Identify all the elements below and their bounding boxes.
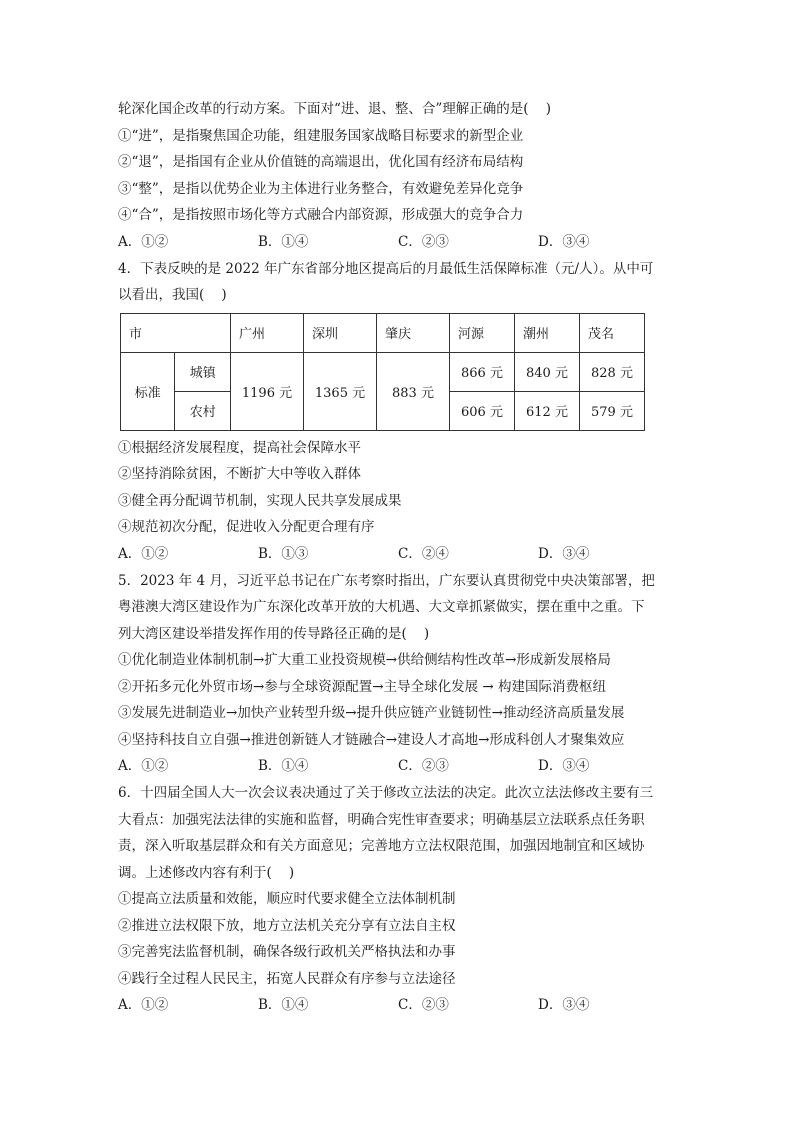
header-city-shenzhen: 深圳 bbox=[304, 313, 377, 352]
exam-page bbox=[118, 96, 678, 1019]
header-city-heyuan: 河源 bbox=[450, 313, 515, 352]
cell-chaozhou-rural: 612 元 bbox=[515, 391, 580, 430]
q4-option-a[interactable]: A．①② bbox=[118, 545, 169, 562]
q4-option-c[interactable]: C．②④ bbox=[398, 545, 449, 562]
sub-label-urban: 城镇 bbox=[175, 352, 231, 391]
q5-stem-line-2: 粤港澳大湾区建设作为广东深化改革开放的大机遇、大文章抓紧做实，摆在重中之重。下 bbox=[118, 599, 645, 615]
cell-shenzhen: 1365 元 bbox=[304, 352, 377, 430]
q4-stem-line-2: 以看出，我国( ) bbox=[118, 287, 227, 303]
q5-option-c[interactable]: C．②③ bbox=[398, 758, 449, 774]
q5-option-a[interactable]: A．①② bbox=[118, 758, 169, 774]
q5-item-1: ①优化制造业体制机制→扩大重工业投资规模→供给侧结构性改革→形成新发展格局 bbox=[118, 652, 611, 668]
q6-options bbox=[118, 992, 678, 1019]
cell-maoming-rural: 579 元 bbox=[580, 391, 645, 430]
q3-item-3: ③“整”，是指以优势企业为主体进行业务整合，有效避免差异化竞争 bbox=[118, 180, 524, 197]
q3-item-1: ①“进”，是指聚焦国企功能，组建服务国家战略目标要求的新型企业 bbox=[118, 127, 524, 144]
q3-option-a[interactable]: A．①② bbox=[118, 233, 169, 250]
q6-stem-line-1: 6．十四届全国人大一次会议表决通过了关于修改立法法的决定。此次立法法修改主要有三 bbox=[118, 785, 654, 801]
sub-label-rural: 农村 bbox=[175, 391, 231, 430]
q5-stem-line-1: 5．2023 年 4 月，习近平总书记在广东考察时指出，广东要认真贯彻党中央决策部署，把 bbox=[118, 572, 655, 589]
cell-maoming-urban: 828 元 bbox=[580, 352, 645, 391]
q6-option-d[interactable]: D．③④ bbox=[538, 997, 590, 1013]
q6-item-1: ①提高立法质量和效能，顺应时代要求健全立法体制机制 bbox=[118, 891, 456, 907]
q4-stem-line-1: 4．下表反映的是 2022 年广东省部分地区提高后的月最低生活保障标准（元/人）。从中可 bbox=[118, 260, 654, 277]
q3-option-d[interactable]: D．③④ bbox=[538, 233, 590, 250]
cell-zhaoqing: 883 元 bbox=[377, 352, 450, 430]
table-row-urban bbox=[121, 352, 645, 391]
cell-heyuan-rural: 606 元 bbox=[450, 391, 515, 430]
q4-options bbox=[118, 541, 678, 568]
cell-chaozhou-urban: 840 元 bbox=[515, 352, 580, 391]
q5-stem-line-3: 列大湾区建设举措发挥作用的传导路径正确的是( ) bbox=[118, 625, 430, 642]
q3-option-c[interactable]: C．②③ bbox=[398, 233, 449, 250]
q6-item-4: ④践行全过程人民民主，拓宽人民群众有序参与立法途径 bbox=[118, 970, 456, 987]
q6-item-2: ②推进立法权限下放，地方立法机关充分享有立法自主权 bbox=[118, 917, 456, 934]
subsistence-standard-table bbox=[120, 313, 645, 431]
q3-item-2: ②“退”，是指国有企业从价值链的高端退出，优化国有经济布局结构 bbox=[118, 154, 524, 170]
q3-options bbox=[118, 229, 678, 256]
q6-stem-line-3: 责，深入听取基层群众和有关方面意见；完善地方立法权限范围，加强因地制宜和区域协 bbox=[118, 838, 645, 854]
header-city-zhaoqing: 肇庆 bbox=[377, 313, 450, 352]
q6-stem-line-2: 大看点：加强宪法法律的实施和监督，明确合宪性审查要求；明确基层立法联系点任务职 bbox=[118, 811, 645, 828]
header-city-chaozhou: 潮州 bbox=[515, 313, 580, 352]
q5-item-2: ②开拓多元化外贸市场→参与全球资源配置→主导全球化发展 → 构建国际消费枢纽 bbox=[118, 678, 607, 695]
q6-option-b[interactable]: B．①④ bbox=[258, 997, 309, 1013]
q5-options bbox=[118, 753, 678, 780]
header-city-guangzhou: 广州 bbox=[231, 313, 304, 352]
q6-option-c[interactable]: C．②③ bbox=[398, 997, 449, 1013]
q6-stem-line-4: 调。上述修改内容有利于( ) bbox=[118, 864, 295, 881]
q5-option-d[interactable]: D．③④ bbox=[538, 758, 590, 774]
q4-item-2: ②坚持消除贫困，不断扩大中等收入群体 bbox=[118, 466, 361, 482]
q3-item-4: ④“合”，是指按照市场化等方式融合内部资源，形成强大的竞争合力 bbox=[118, 207, 524, 223]
q4-item-1: ①根据经济发展程度，提高社会保障水平 bbox=[118, 439, 361, 456]
table-header-row bbox=[121, 313, 645, 352]
q4-option-b[interactable]: B．①③ bbox=[258, 545, 309, 562]
header-city-label: 市 bbox=[121, 313, 231, 352]
q5-option-b[interactable]: B．①④ bbox=[258, 758, 309, 774]
cell-guangzhou: 1196 元 bbox=[231, 352, 304, 430]
row-label-standard: 标准 bbox=[121, 352, 175, 430]
q6-item-3: ③完善宪法监督机制，确保各级行政机关严格执法和办事 bbox=[118, 944, 456, 960]
q6-option-a[interactable]: A．①② bbox=[118, 997, 169, 1013]
q3-option-b[interactable]: B．①④ bbox=[258, 233, 309, 250]
q4-item-3: ③健全再分配调节机制，实现人民共享发展成果 bbox=[118, 492, 402, 509]
header-city-maoming: 茂名 bbox=[580, 313, 645, 352]
cell-heyuan-urban: 866 元 bbox=[450, 352, 515, 391]
q4-option-d[interactable]: D．③④ bbox=[538, 545, 590, 562]
q4-item-4: ④规范初次分配，促进收入分配更合理有序 bbox=[118, 519, 375, 535]
q5-item-3: ③发展先进制造业→加快产业转型升级→提升供应链产业链韧性→推动经济高质量发展 bbox=[118, 705, 625, 721]
q3-stem: 轮深化国企改革的行动方案。下面对“进、退、整、合”理解正确的是( ) bbox=[118, 101, 552, 117]
q5-item-4: ④坚持科技自立自强→推进创新链人才链融合→建设人才高地→形成科创人才聚集效应 bbox=[118, 731, 625, 748]
